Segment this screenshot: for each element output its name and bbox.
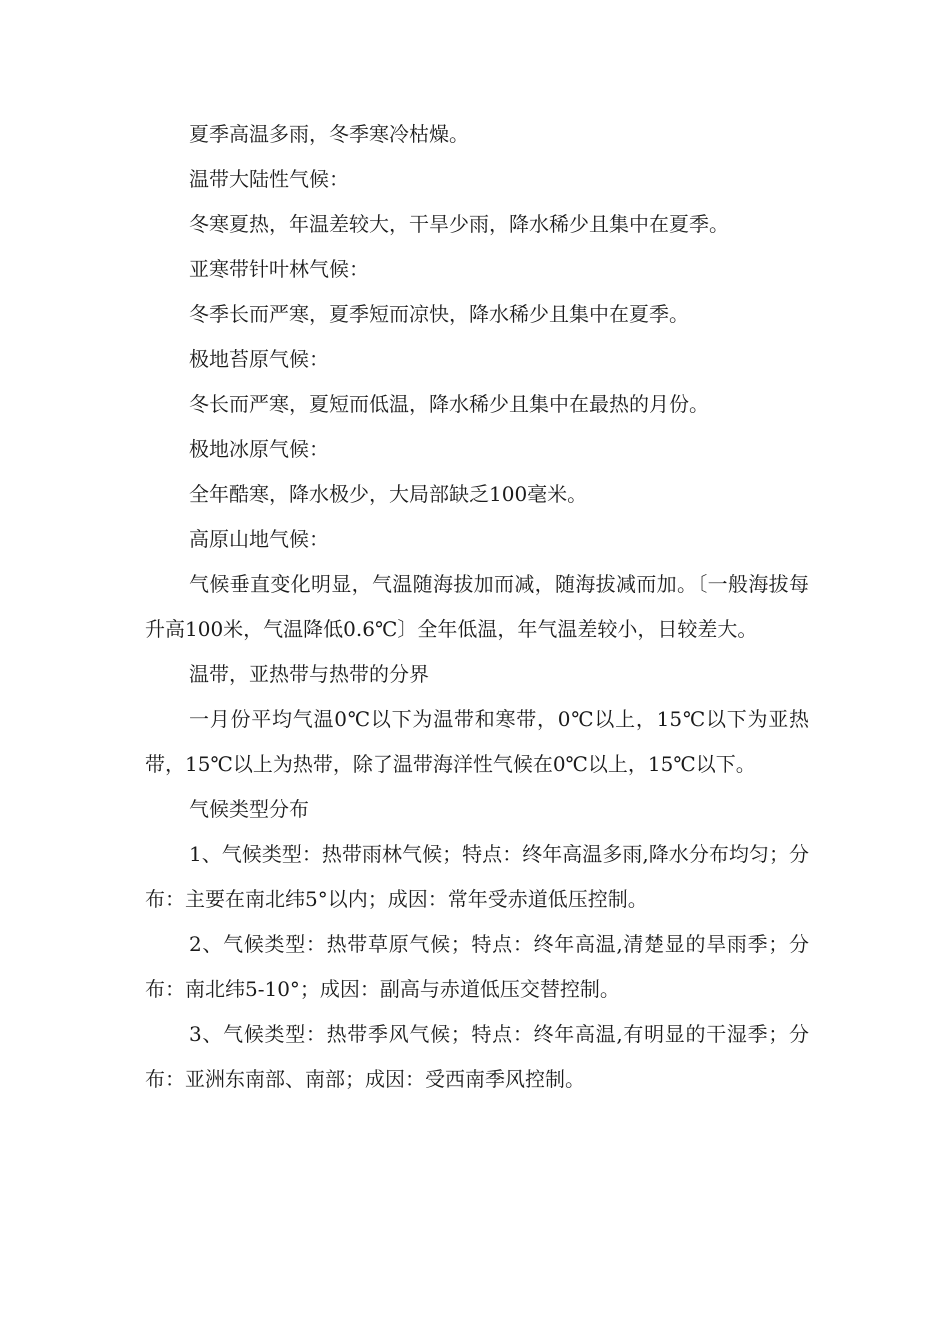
- paragraph-tropical-rainforest: 1、气候类型：热带雨林气候；特点：终年高温多雨,降水分布均匀；分布：主要在南北纬5°以内；成因：常年受赤道低压控制。: [145, 842, 809, 911]
- paragraph-tropical-savanna: 2、气候类型：热带草原气候；特点：终年高温,清楚显的旱雨季；分布：南北纬5-10°；成因：副高与赤道低压交替控制。: [145, 932, 809, 1001]
- heading-subarctic-coniferous: 亚寒带针叶林气候：: [189, 257, 369, 281]
- paragraph-zone-boundaries: 一月份平均气温0℃以下为温带和寒带，0℃以上，15℃以下为亚热带，15℃以上为热带，除了温带海洋性气候在0℃以上，15℃以下。: [145, 707, 809, 776]
- paragraph-polar-tundra: 冬长而严寒，夏短而低温，降水稀少且集中在最热的月份。: [189, 392, 709, 416]
- paragraph-summer-climate: 夏季高温多雨，冬季寒冷枯燥。: [189, 122, 469, 146]
- heading-climate-distribution: 气候类型分布: [189, 797, 309, 821]
- heading-highland-climate: 高原山地气候：: [189, 527, 329, 551]
- heading-temperate-continental: 温带大陆性气候：: [189, 167, 349, 191]
- heading-polar-tundra: 极地苔原气候：: [189, 347, 329, 371]
- paragraph-temperate-continental: 冬寒夏热，年温差较大，干旱少雨，降水稀少且集中在夏季。: [189, 212, 729, 236]
- document-body: [145, 112, 809, 1102]
- paragraph-polar-ice-cap: 全年酷寒，降水极少，大局部缺乏100毫米。: [189, 482, 588, 506]
- paragraph-highland-climate: 气候垂直变化明显，气温随海拔加而减，随海拔减而加。〔一般海拔每升高100米，气温降低0.6℃〕全年低温，年气温差较小，日较差大。: [145, 572, 809, 641]
- paragraph-tropical-monsoon: 3、气候类型：热带季风气候；特点：终年高温,有明显的干湿季；分布：亚洲东南部、南部；成因：受西南季风控制。: [145, 1022, 809, 1091]
- heading-zone-boundaries: 温带，亚热带与热带的分界: [189, 662, 429, 686]
- heading-polar-ice-cap: 极地冰原气候：: [189, 437, 329, 461]
- paragraph-subarctic-coniferous: 冬季长而严寒，夏季短而凉快，降水稀少且集中在夏季。: [189, 302, 689, 326]
